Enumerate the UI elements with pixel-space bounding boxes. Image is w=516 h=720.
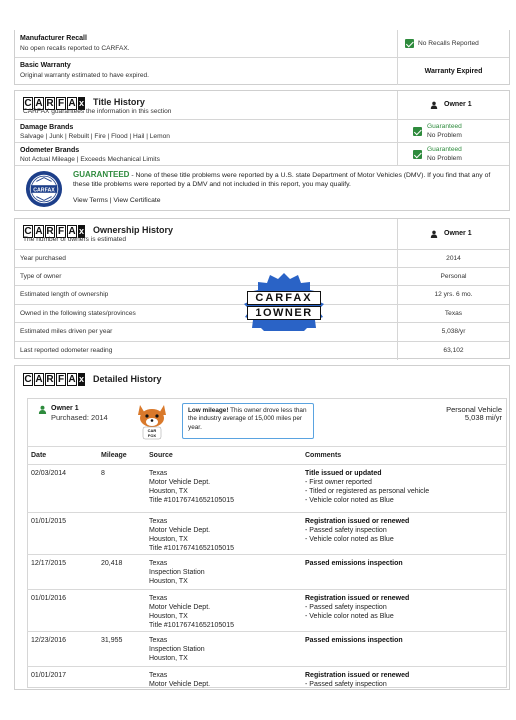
detailed-heading: Detailed History <box>93 374 162 384</box>
record-comments <box>305 636 403 645</box>
source-line: Houston, TX <box>149 613 188 620</box>
comment-line: - Vehicle color noted as Blue <box>305 613 394 620</box>
ownership-row-label: Owned in the following states/provinces <box>20 310 136 317</box>
carfax-logo: C A R F A x <box>24 373 85 385</box>
ownership-row-value: 12 yrs. 6 mo. <box>434 291 473 298</box>
comment-title: Title issued or updated <box>305 470 382 477</box>
source-line: Texas <box>149 637 168 644</box>
carfax-guarantee-seal-icon <box>25 170 63 208</box>
vehicle-miles: 5,038 mi/yr <box>464 413 502 422</box>
record-date: 01/01/2015 <box>31 518 67 525</box>
record-date: 01/01/2016 <box>31 595 67 602</box>
carfax-logo: C A R F A x <box>24 97 85 109</box>
warranty-text: Original warranty estimated to have expired. <box>20 72 150 79</box>
damage-brands-row <box>15 119 509 142</box>
history-record-row <box>27 589 507 631</box>
ownership-row-value-cell <box>397 286 509 304</box>
recall-text: No open recalls reported to CARFAX. <box>20 45 130 52</box>
ownership-row-label: Last reported odometer reading <box>20 347 113 354</box>
guarantee-text: - None of these title problems were reported by a U.S. state Department of Motor Vehicles (DMV). If you find that any of these title problems were reported by a DMV and not included in this report, you may qualify. <box>73 172 491 188</box>
source-line: Texas <box>149 595 168 602</box>
ownership-row-value: Personal <box>440 273 467 280</box>
record-mileage: 20,418 <box>101 560 123 567</box>
comment-line: - Passed safety inspection <box>305 681 387 688</box>
title-owner-label: Owner 1 <box>444 101 472 108</box>
damage-status-noproblem: No Problem <box>427 132 462 139</box>
comment-line: - First owner reported <box>305 479 372 486</box>
source-line: Inspection Station <box>149 569 205 576</box>
title-owner-cell <box>397 91 509 119</box>
source-line: Motor Vehicle Dept. <box>149 527 211 534</box>
source-line: Motor Vehicle Dept. <box>149 681 211 688</box>
source-line: Houston, TX <box>149 578 188 585</box>
record-source <box>149 469 234 505</box>
guarantee-text-block <box>73 171 505 190</box>
damage-status-cell <box>397 120 509 142</box>
ownership-owner-label: Owner 1 <box>444 230 472 237</box>
person-icon <box>430 101 438 109</box>
title-history-subtitle: CARFAX guarantees the information in this section <box>23 108 172 115</box>
carfax-logo: C A R F A x <box>24 225 85 237</box>
source-line: Texas <box>149 560 168 567</box>
record-comments <box>305 517 409 544</box>
source-line: Title #10176741652105015 <box>149 545 234 552</box>
record-date: 12/17/2015 <box>31 560 67 567</box>
guarantee-word: GUARANTEED <box>73 170 130 179</box>
guarantee-row <box>15 165 509 212</box>
source-line: Texas <box>149 672 168 679</box>
damage-brands-title: Damage Brands <box>20 124 74 131</box>
header-source: Source <box>149 452 173 459</box>
ownership-row-value: 2014 <box>446 255 461 262</box>
record-mileage: 31,955 <box>101 637 123 644</box>
record-source <box>149 559 205 586</box>
comment-title: Registration issued or renewed <box>305 518 410 525</box>
badge-top: CARFAX <box>247 291 321 305</box>
source-line: Houston, TX <box>149 655 188 662</box>
recall-status-cell <box>397 30 509 57</box>
ownership-row-value-cell <box>397 342 509 360</box>
odometer-brands-title: Odometer Brands <box>20 147 80 154</box>
comment-title: Passed emissions inspection <box>305 560 403 567</box>
source-line: Title #10176741652105015 <box>149 622 234 629</box>
ownership-row <box>15 249 509 267</box>
history-record-row <box>27 631 507 666</box>
record-source <box>149 517 234 553</box>
title-history-card <box>14 90 510 211</box>
ownership-row-label: Estimated miles driven per year <box>20 328 113 335</box>
ownership-row-label: Estimated length of ownership <box>20 291 109 298</box>
comment-title: Registration issued or renewed <box>305 672 410 679</box>
warranty-status-cell <box>397 58 509 85</box>
history-record-row <box>27 464 507 512</box>
recall-warranty-card <box>14 30 510 85</box>
source-line: Inspection Station <box>149 646 205 653</box>
header-date: Date <box>31 452 47 459</box>
detailed-owner-name: Owner 1 <box>51 405 79 412</box>
ownership-history-card <box>14 218 510 359</box>
odometer-status-guaranteed: Guaranteed <box>427 146 462 153</box>
ownership-row-value: Texas <box>444 310 463 317</box>
ownership-owner-cell <box>397 219 509 249</box>
callout-bold: Low mileage! <box>188 407 229 414</box>
odometer-status-noproblem: No Problem <box>427 155 462 162</box>
ownership-heading: Ownership History <box>93 225 174 235</box>
history-record-row <box>27 512 507 554</box>
warranty-row <box>15 57 509 85</box>
ownership-row <box>15 341 509 360</box>
record-date: 02/03/2014 <box>31 470 67 477</box>
record-date: 12/23/2016 <box>31 637 67 644</box>
person-icon <box>430 230 438 238</box>
carfox-mascot-icon <box>132 401 172 441</box>
person-icon <box>38 405 47 414</box>
ownership-row-value-cell <box>397 250 509 267</box>
seal-text: CARFAX <box>33 187 55 194</box>
record-mileage: 8 <box>101 470 105 477</box>
title-history-heading: Title History <box>93 97 145 107</box>
record-source <box>149 671 210 689</box>
ownership-row-value-cell <box>397 268 509 285</box>
source-line: Title #10176741652105015 <box>149 497 234 504</box>
source-line: Texas <box>149 518 168 525</box>
odometer-brands-text: Not Actual Mileage | Exceeds Mechanical Limits <box>20 156 160 163</box>
callout-text: This owner drove less than the industry average of 15,000 miles per year. <box>188 407 307 431</box>
svg-text:FOX: FOX <box>147 433 157 438</box>
damage-status-guaranteed: Guaranteed <box>427 123 462 130</box>
ownership-row-label: Type of owner <box>20 273 62 280</box>
record-comments <box>305 469 429 505</box>
history-header-row <box>27 446 507 463</box>
ownership-row-value: 5,038/yr <box>441 328 466 335</box>
header-comments: Comments <box>305 452 342 459</box>
guarantee-links[interactable]: View Terms | View Certificate <box>73 197 161 204</box>
ownership-row-label: Year purchased <box>20 255 66 262</box>
badge-bottom: 1OWNER <box>247 306 321 320</box>
comment-line: - Passed safety inspection <box>305 527 387 534</box>
one-owner-badge <box>239 273 329 331</box>
record-source <box>149 636 205 663</box>
check-icon <box>413 150 422 159</box>
low-mileage-callout <box>182 403 314 439</box>
comment-title: Passed emissions inspection <box>305 637 403 644</box>
source-line: Motor Vehicle Dept. <box>149 604 211 611</box>
check-icon <box>413 127 422 136</box>
recall-status: No Recalls Reported <box>418 40 479 47</box>
ownership-row-value: 63,102 <box>443 347 464 354</box>
history-record-row <box>27 666 507 690</box>
check-icon <box>405 39 414 48</box>
comment-line: - Passed safety inspection <box>305 604 387 611</box>
odometer-status-cell <box>397 143 509 165</box>
record-source <box>149 594 234 630</box>
comment-line: - Titled or registered as personal vehicle <box>305 488 430 495</box>
vehicle-type: Personal Vehicle <box>446 405 502 414</box>
damage-brands-text: Salvage | Junk | Rebuilt | Fire | Flood | Hail | Lemon <box>20 133 170 140</box>
record-comments <box>305 671 409 689</box>
record-comments <box>305 594 409 621</box>
source-line: Motor Vehicle Dept. <box>149 479 211 486</box>
source-line: Houston, TX <box>149 488 188 495</box>
detailed-history-card <box>14 365 510 690</box>
comment-line: - Vehicle color noted as Blue <box>305 536 394 543</box>
header-mileage: Mileage <box>101 452 127 459</box>
source-line: Houston, TX <box>149 536 188 543</box>
source-line: Texas <box>149 470 168 477</box>
odometer-brands-row <box>15 142 509 165</box>
history-record-row <box>27 554 507 589</box>
warranty-status: Warranty Expired <box>424 68 483 75</box>
recall-title: Manufacturer Recall <box>20 35 87 42</box>
detailed-owner-purchased: Purchased: 2014 <box>51 413 108 422</box>
warranty-title: Basic Warranty <box>20 62 71 69</box>
record-date: 01/01/2017 <box>31 672 67 679</box>
record-comments <box>305 559 403 568</box>
comment-title: Registration issued or renewed <box>305 595 410 602</box>
ownership-row-value-cell <box>397 323 509 341</box>
ownership-subtitle: The number of owners is estimated <box>23 236 126 243</box>
ownership-row-value-cell <box>397 305 509 322</box>
svg-text:CAR: CAR <box>147 428 157 433</box>
comment-line: - Vehicle color noted as Blue <box>305 497 394 504</box>
